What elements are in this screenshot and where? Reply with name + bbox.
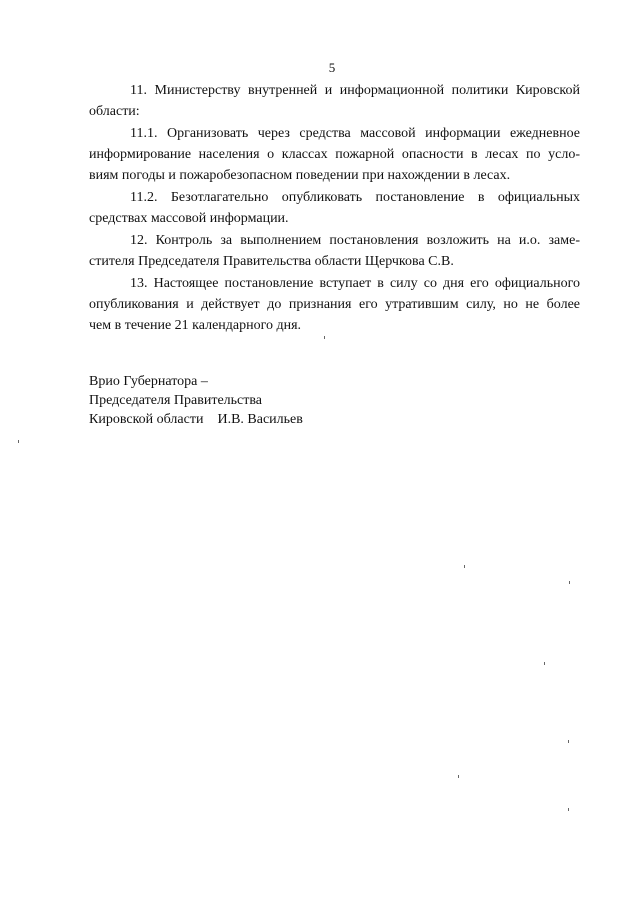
paragraph-11-line-2: области: xyxy=(89,104,140,119)
paragraph-11-1-line-3: виям погоды и пожаробезопасном поведении при нахождении в лесах. xyxy=(89,168,511,183)
scan-speck xyxy=(544,662,545,665)
scan-speck xyxy=(458,775,459,778)
paragraph-11-1-line-1: 11.1. Организовать через средства массовой информации ежедневное xyxy=(130,126,580,141)
paragraph-11-1-line-2: информирование населения о классах пожарной опасности в лесах по усло- xyxy=(89,147,580,162)
paragraph-13-line-1: 13. Настоящее постановление вступает в силу со дня его официального xyxy=(130,276,580,291)
paragraph-12-line-1: 12. Контроль за выполнением постановления возложить на и.о. заме- xyxy=(130,233,580,248)
scan-speck xyxy=(569,581,570,584)
paragraph-11-line-1: 11. Министерству внутренней и информационной политики Кировской xyxy=(130,83,580,98)
scan-speck xyxy=(464,565,465,568)
signature-name-line: Кировской области И.В. Васильев xyxy=(89,412,303,427)
paragraph-12-line-2: стителя Председателя Правительства области Щерчкова С.В. xyxy=(89,254,454,269)
paragraph-11-2-line-2: средствах массовой информации. xyxy=(89,211,289,226)
page-number: 5 xyxy=(328,60,336,75)
paragraph-11-2-line-1: 11.2. Безотлагательно опубликовать постановление в официальных xyxy=(130,190,580,205)
scan-speck xyxy=(568,740,569,743)
scan-speck xyxy=(18,440,19,443)
paragraph-13-line-2: опубликования и действует до признания его утратившим силу, но не более xyxy=(89,297,580,312)
signature-title-line-2: Председателя Правительства xyxy=(89,393,263,408)
scan-speck xyxy=(324,336,325,339)
scan-speck xyxy=(568,808,569,811)
signature-title-line-1: Врио Губернатора – xyxy=(89,374,208,389)
paragraph-13-line-3: чем в течение 21 календарного дня. xyxy=(89,318,302,333)
